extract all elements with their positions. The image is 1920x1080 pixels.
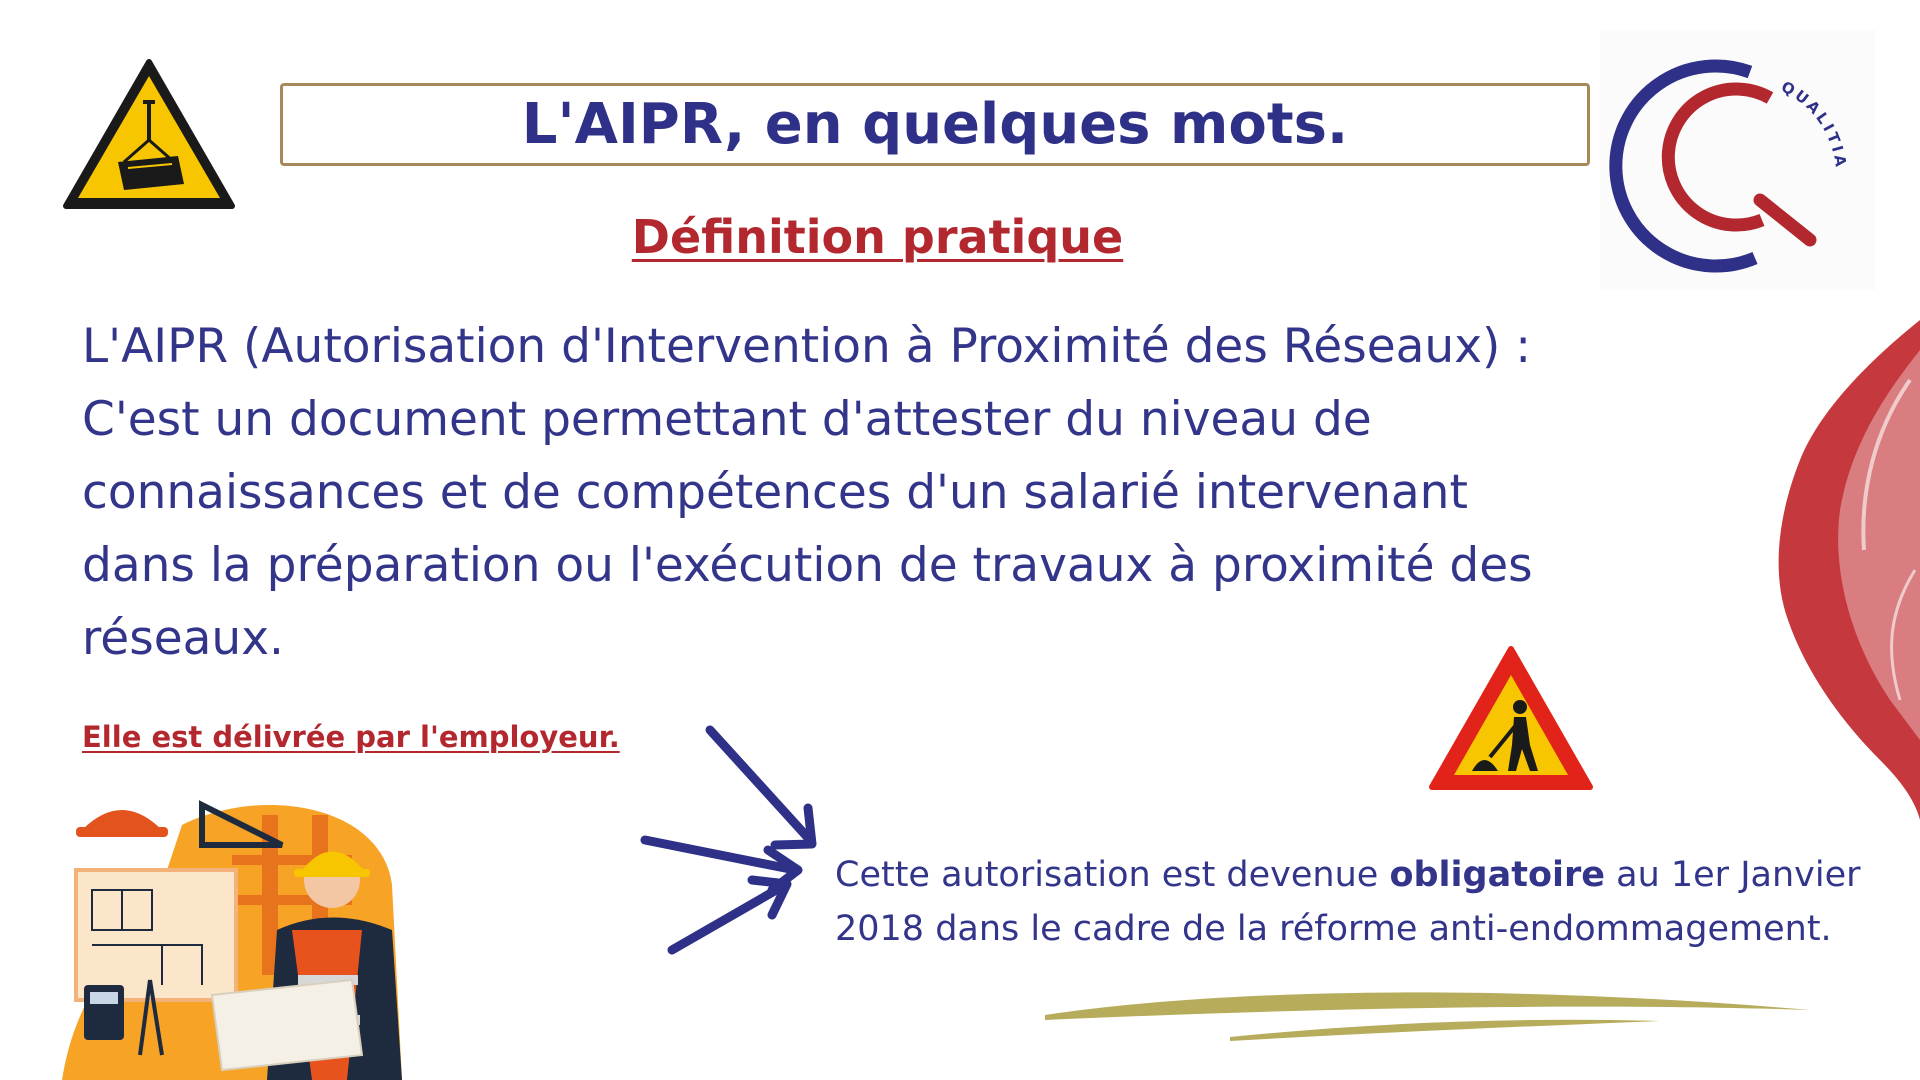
definition-text: L'AIPR (Autorisation d'Intervention à Proximité des Réseaux) : C'est un document permettant d'attester du niveau de connaissances et de compétences d'un salarié intervenant dans la préparation ou l'exécution de travaux à proximité des réseaux. [82,319,1533,666]
mandatory-note-end: au 1er Janvier 2018 dans le cadre de la réforme anti-endommagement. [835,855,1861,949]
page-title: L'AIPR, en quelques mots. [521,92,1349,157]
mandatory-note-highlight: obligatoire [1389,855,1605,895]
roadworks-warning-icon [1428,645,1594,793]
title-box [280,83,1590,166]
logo-text: QUALITIA [1778,77,1851,171]
red-brush-decoration [1760,320,1920,820]
section-subtitle: Définition pratique [631,210,1124,264]
construction-worker-illustration [62,795,412,1080]
suspended-load-warning-icon [62,58,236,210]
arrows-icon [640,720,830,960]
mandatory-note [835,848,1895,956]
mandatory-note-start: Cette autorisation est devenue [835,855,1390,895]
employer-note: Elle est délivrée par l'employeur. [82,720,620,754]
olive-brush-decoration [1040,975,1820,1045]
